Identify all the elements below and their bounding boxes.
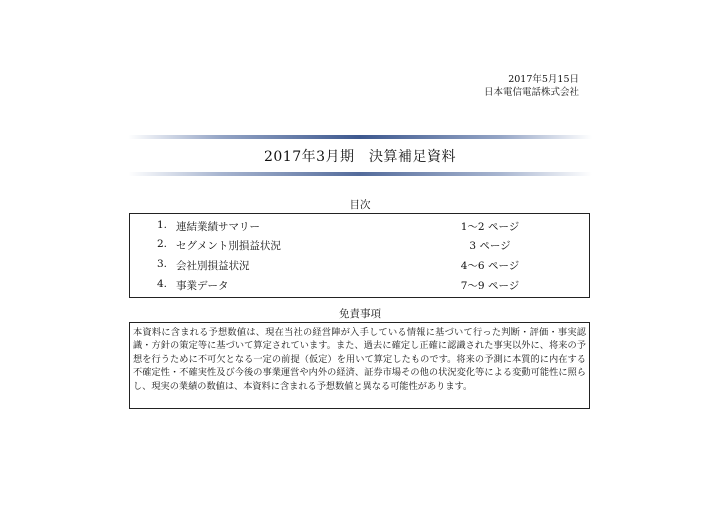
- toc-item-number: 1.: [157, 219, 168, 231]
- disclaimer-heading: 免責事項: [339, 308, 381, 320]
- title-divider-top: [128, 135, 592, 139]
- company-name: 日本電信電話株式会社: [483, 87, 579, 98]
- toc-item: [130, 219, 589, 237]
- toc-item-pages: 3 ページ: [469, 240, 511, 252]
- issue-date: 2017年5月15日: [508, 74, 579, 85]
- toc-item-pages: 1～2 ページ: [460, 221, 520, 233]
- toc-item-number: 4.: [157, 278, 168, 290]
- toc-item: [130, 258, 589, 276]
- toc-item-label: 会社別損益状況: [176, 260, 250, 272]
- disclaimer-box: [129, 322, 590, 409]
- document-header-info: [484, 73, 579, 99]
- toc-item-pages: 4～6 ページ: [460, 260, 520, 272]
- toc-item-label: セグメント別損益状況: [176, 240, 281, 252]
- title-divider-bottom: [128, 172, 592, 176]
- toc-heading: 目次: [349, 199, 371, 211]
- toc-item-label: 連結業績サマリー: [176, 221, 260, 233]
- disclaimer-text: 本資料に含まれる予想数値は、現在当社の経営陣が入手している情報に基づいて行った判断・評価・事実認識・方針の策定等に基づいて算定されています。また、過去に確定し正確に認識された事実以外に、将来の予想を行うために不可欠となる一定の前提（仮定）を用いて算定したものです。将来の予測に本質的に内在する不確定性・不確実性及び今後の事業運営や内外の経済、証券市場その他の状況変化等による変動可能性に照らし、現実の業績の数値は、本資料に含まれる予想数値と異なる可能性があります。: [133, 327, 586, 392]
- toc-item-number: 3.: [157, 258, 168, 270]
- toc-item-pages: 7～9 ページ: [460, 280, 520, 292]
- toc-item: [130, 278, 589, 296]
- toc-item: [130, 238, 589, 256]
- toc-item-label: 事業データ: [176, 280, 229, 292]
- document-title: 2017年3月期 決算補足資料: [263, 149, 457, 165]
- toc-box: [129, 213, 590, 298]
- toc-item-number: 2.: [157, 238, 168, 250]
